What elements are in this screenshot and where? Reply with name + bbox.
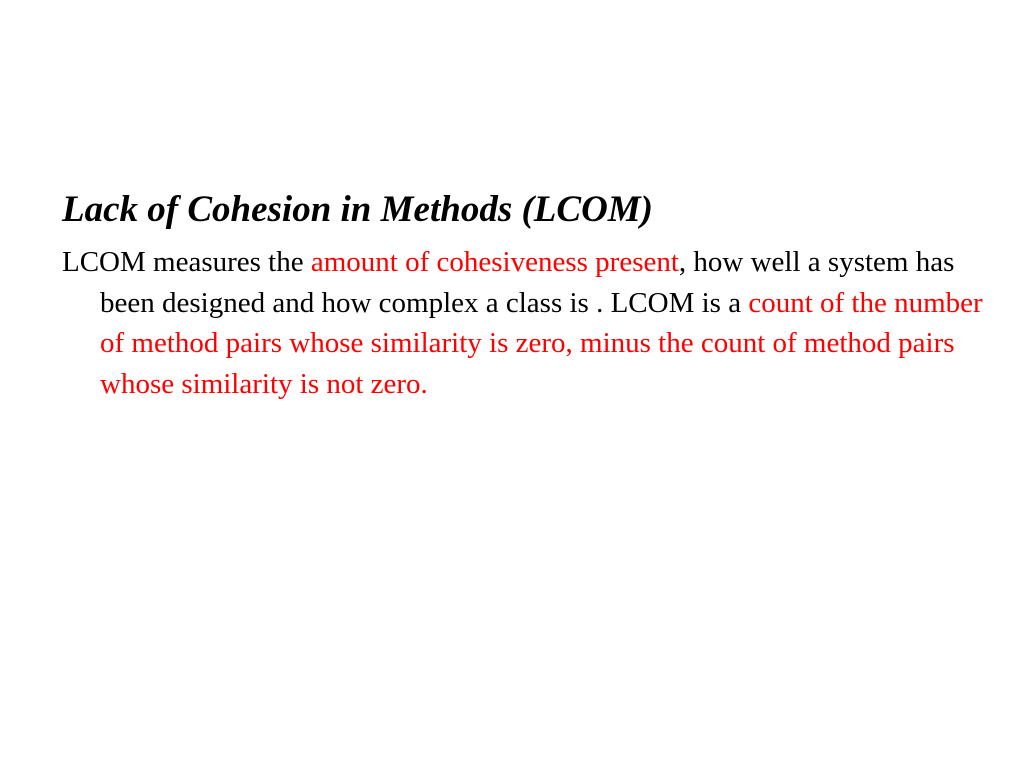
paragraph-text-1: LCOM measures the: [62, 246, 311, 278]
body-paragraph: [62, 242, 997, 404]
paragraph-text-2: , how well a system has been designed and how complex a class is . LCOM is a: [100, 246, 955, 319]
highlight-lcom-definition: count of the number of method pairs whose similarity is zero, minus the count of method pairs whose similarity is not zero.: [100, 286, 983, 400]
slide-content: [62, 188, 983, 404]
highlight-cohesiveness: amount of cohesiveness present: [310, 246, 679, 278]
slide-heading: Lack of Cohesion in Methods (LCOM): [62, 189, 654, 230]
